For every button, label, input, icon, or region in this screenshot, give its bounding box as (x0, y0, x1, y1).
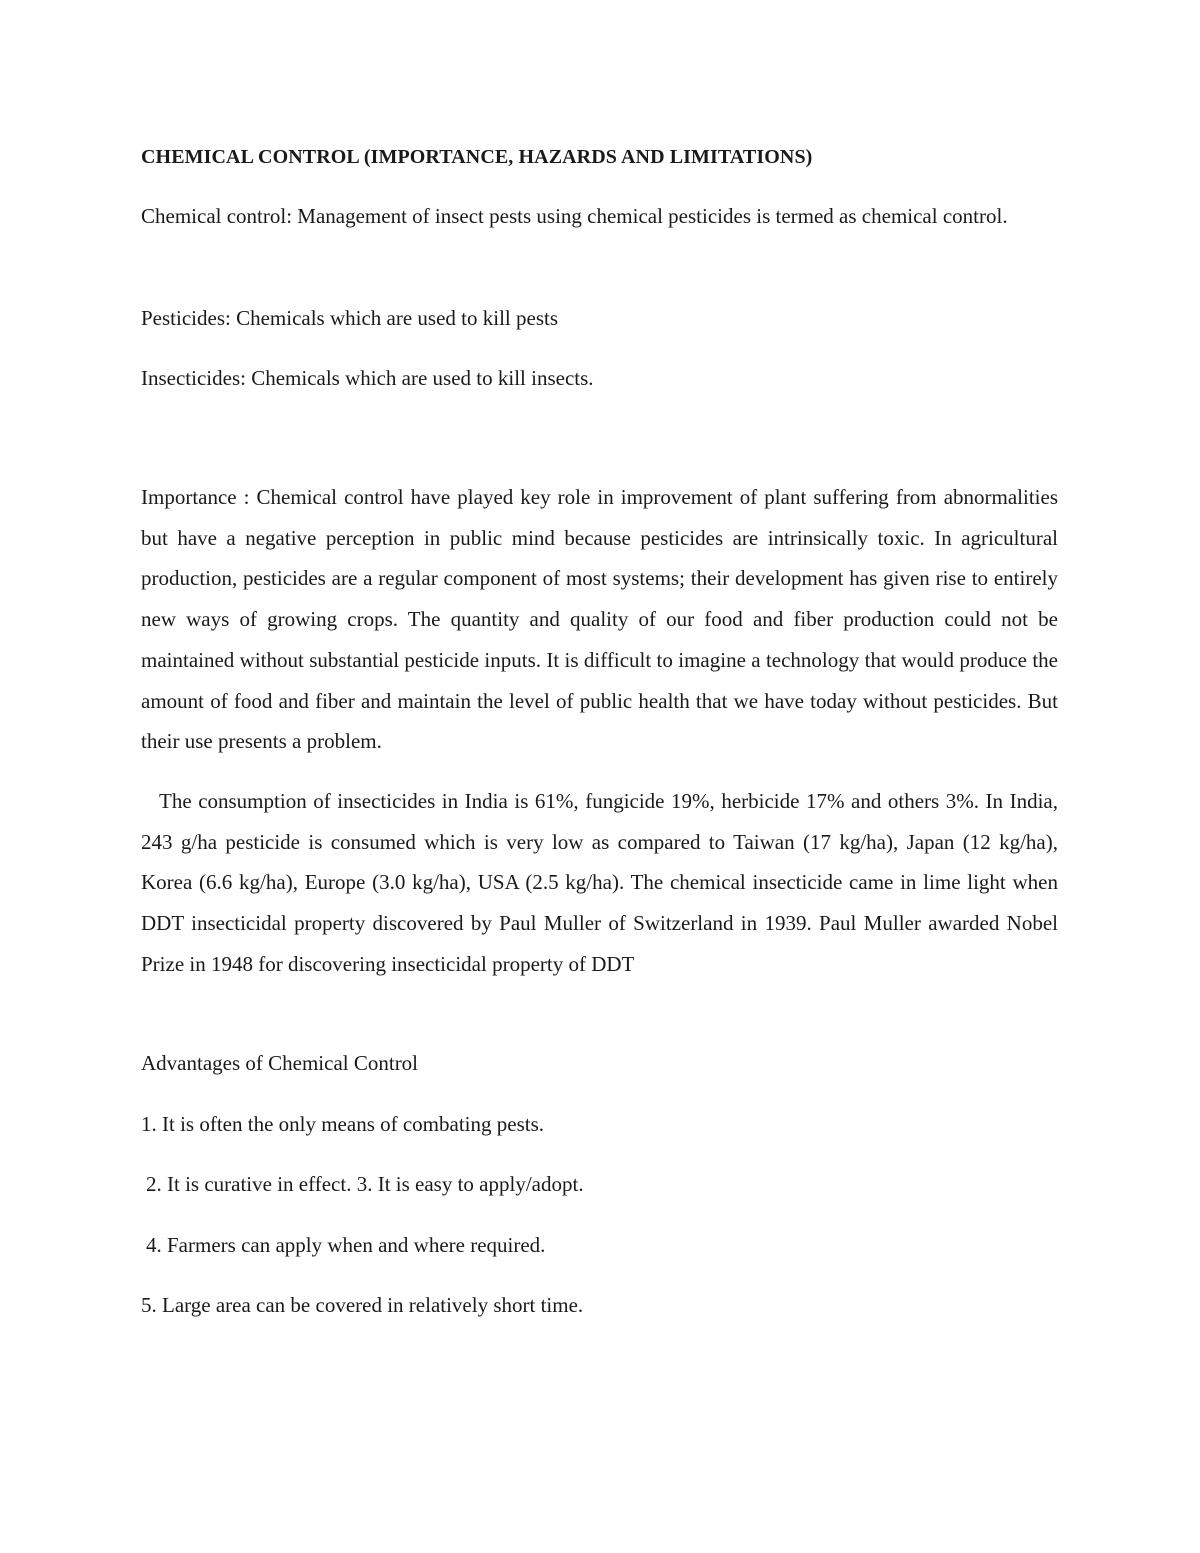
insecticides-definition: Insecticides: Chemicals which are used to kill insects. (141, 366, 594, 390)
consumption-paragraph: The consumption of insecticides in India is 61%, fungicide 19%, herbicide 17% and others 3%. In India, 243 g/ha pesticide is consumed which is very low as compared to Taiwan (17 kg/ha), Japan (12 kg/ha), Korea (6.6 kg/ha), Europe (3.0 kg/ha), USA (2.5 kg/ha). The chemical insecticide came in lime light when DDT insecticidal property discovered by Paul Muller of Switzerland in 1939. Paul Muller awarded Nobel Prize in 1948 for discovering insecticidal property of DDT (141, 789, 1058, 976)
advantage-item: 1. It is often the only means of combating pests. (141, 1112, 545, 1136)
advantage-item: 4. Farmers can apply when and where required. (146, 1233, 546, 1257)
importance-paragraph: Importance : Chemical control have played key role in improvement of plant suffering from abnormalities but have a negative perception in public mind because pesticides are intrinsically toxic. In agricultural production, pesticides are a regular component of most systems; their development has given rise to entirely new ways of growing crops. The quantity and quality of our food and fiber production could not be maintained without substantial pesticide inputs. It is difficult to imagine a technology that would produce the amount of food and fiber and maintain the level of public health that we have today without pesticides. But their use presents a problem. (141, 485, 1058, 754)
pesticides-definition: Pesticides: Chemicals which are used to kill pests (141, 306, 559, 330)
chemical-control-definition: Chemical control: Management of insect pests using chemical pesticides is termed as chemical control. (141, 204, 1008, 228)
advantage-item: 2. It is curative in effect. 3. It is easy to apply/adopt. (146, 1172, 584, 1196)
document-title: CHEMICAL CONTROL (IMPORTANCE, HAZARDS AND LIMITATIONS) (141, 146, 813, 168)
advantage-item: 5. Large area can be covered in relatively short time. (141, 1293, 584, 1317)
advantages-heading: Advantages of Chemical Control (141, 1051, 419, 1075)
